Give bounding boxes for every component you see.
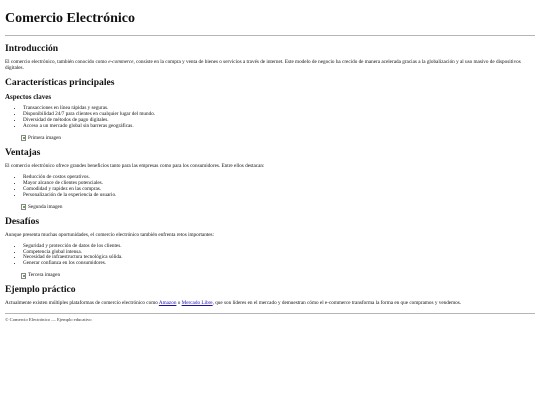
example-heading: Ejemplo práctico (5, 284, 76, 296)
intro-text-before: El comercio electrónico, también conocido como (5, 59, 109, 65)
list-item: • Personalización de la experiencia de usuario. (23, 193, 535, 199)
third-image (21, 272, 535, 279)
intro-paragraph (5, 59, 535, 71)
broken-image-icon (21, 273, 26, 279)
advantages-section (5, 147, 535, 211)
first-image-alt: Primera imagen (28, 134, 61, 141)
intro-heading: Introducción (5, 43, 59, 54)
second-image-alt: Segunda imagen (28, 203, 63, 210)
title-divider (5, 35, 535, 36)
page-footer: © Comercio Electrónico — Ejemplo educativo (5, 317, 92, 323)
list-item: • Mayor alcance de clientes potenciales. (23, 181, 535, 187)
advantages-heading: Ventajas (5, 146, 41, 158)
list-item: • Reducción de costos operativos. (23, 175, 535, 181)
amazon-link[interactable]: Amazon (158, 300, 177, 307)
footer-divider (5, 313, 535, 314)
challenges-heading: Desafíos (5, 215, 40, 227)
features-section (5, 77, 535, 142)
features-subheading: Aspectos claves (5, 93, 52, 102)
list-item: • Transacciones en línea rápidas y seguras. (23, 106, 535, 112)
intro-emphasis: e-commerce (108, 59, 134, 65)
advantages-list (5, 175, 535, 199)
example-text-before: Actualmente existen múltiples plataformas de comercio electrónico como (5, 300, 159, 307)
advantages-paragraph: El comercio electrónico ofrece grandes beneficios tanto para las empresas como para los consumidores. Entre ellos destacan: (5, 162, 265, 169)
list-item: • Diversidad de métodos de pago digitales. (23, 118, 535, 124)
second-image (21, 204, 535, 211)
page-title: Comercio Electrónico (5, 11, 135, 26)
features-heading: Características principales (5, 77, 115, 89)
example-section (5, 284, 535, 306)
mercado-libre-link[interactable]: Mercado Libre (181, 300, 213, 307)
features-list (5, 106, 535, 130)
example-paragraph (5, 300, 535, 306)
list-item: • Competencia global intensa. (23, 250, 535, 256)
challenges-list (5, 244, 535, 268)
broken-image-icon (21, 135, 26, 141)
example-text-after: , que son líderes en el mercado y demuestran cómo el e-commerce transforma la forma en que compramos y vendemos. (212, 300, 462, 307)
intro-text-after: , consiste en la compra y venta de bienes o servicios a través de internet. Este modelo de negocio ha crecido de manera acelerada gracias a la globalización y al uso masivo de dispositivos digitales. (5, 59, 521, 72)
broken-image-icon (21, 204, 26, 210)
example-text-middle: o (176, 300, 182, 307)
list-item: • Disponibilidad 24/7 para clientes en cualquier lugar del mundo. (23, 112, 535, 118)
list-item: • Generar confianza en los consumidores. (23, 261, 535, 267)
list-item: • Necesidad de infraestructura tecnológica sólida. (23, 255, 535, 261)
challenges-section (5, 216, 535, 280)
list-item: • Seguridad y protección de datos de los clientes. (23, 244, 535, 250)
first-image (21, 135, 535, 142)
third-image-alt: Tercera imagen (28, 272, 61, 279)
list-item: • Acceso a un mercado global sin barreras geográficas. (23, 124, 535, 130)
intro-section (5, 43, 535, 71)
list-item: • Comodidad y rapidez en las compras. (23, 187, 535, 193)
challenges-paragraph: Aunque presenta muchas oportunidades, el comercio electrónico también enfrenta retos importantes: (5, 231, 215, 238)
